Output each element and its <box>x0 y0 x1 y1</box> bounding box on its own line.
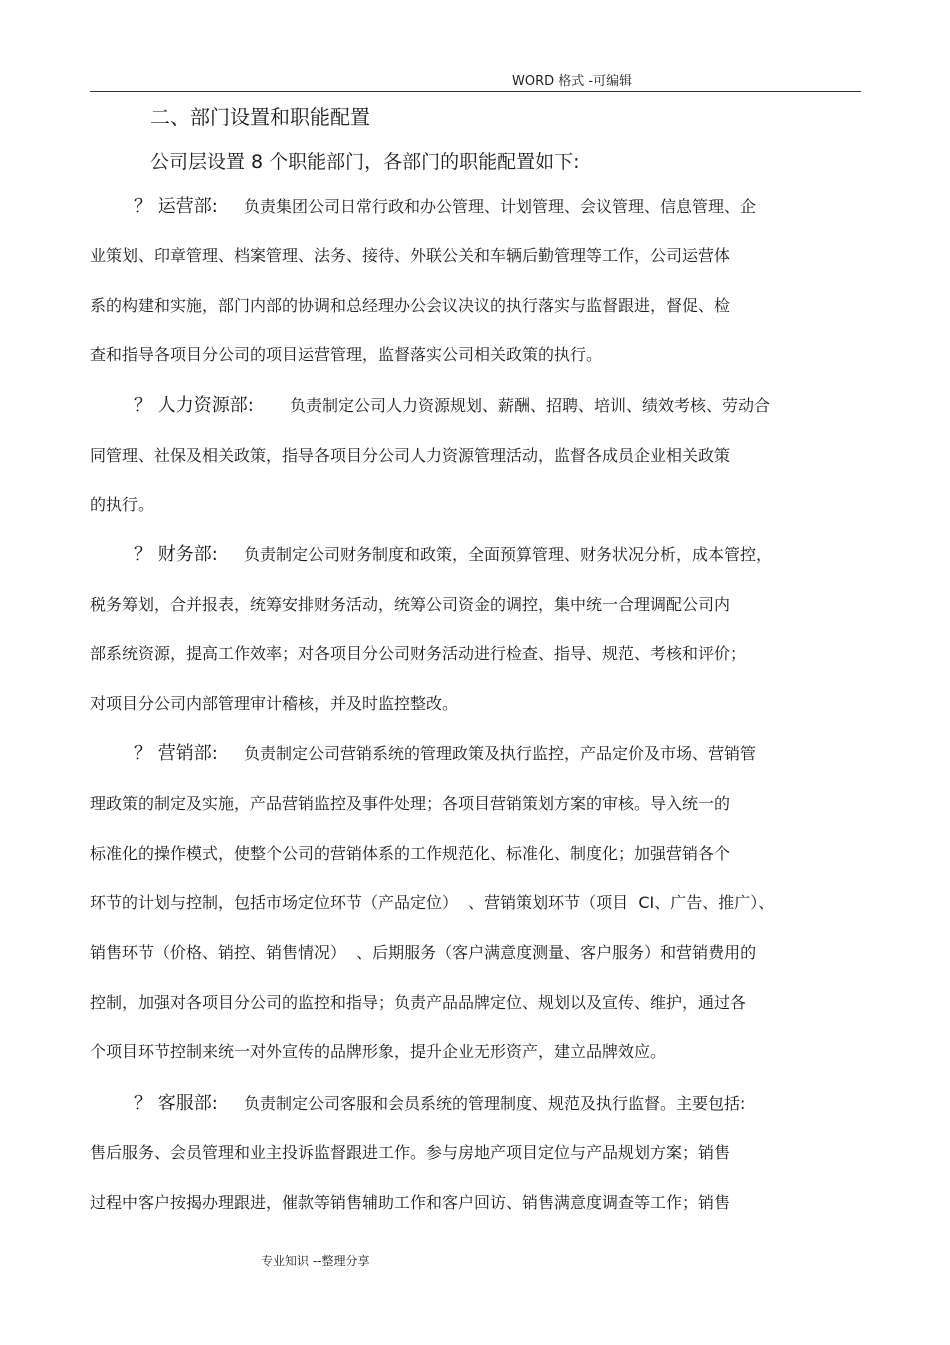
department-name: ？ 运营部: <box>134 196 218 217</box>
paragraph-line: 过程中客户按揭办理跟进，催款等销售辅助工作和客户回访、销售满意度调查等工作；销售 <box>90 1193 731 1212</box>
department-name: ？ 财务部: <box>134 544 218 565</box>
paragraph-line: 负责制定公司财务制度和政策，全面预算管理、财务状况分析，成本管控， <box>244 545 773 564</box>
paragraph-line: 环节的计划与控制，包括市场定位环节（产品定位） 、营销策划环节（项目 CI、广告、推广）、 <box>90 893 775 912</box>
paragraph-line: 个项目环节控制来统一对外宣传的品牌形象，提升企业无形资产，建立品牌效应。 <box>90 1042 667 1061</box>
header-text: WORD 格式 -可编辑 <box>512 74 633 89</box>
department-name: ？ 营销部: <box>134 743 218 764</box>
paragraph-line: 同管理、社保及相关政策，指导各项目分公司人力资源管理活动，监督各成员企业相关政策 <box>90 446 731 465</box>
paragraph-line: 部系统资源，提高工作效率；对各项目分公司财务活动进行检查、指导、规范、考核和评价； <box>90 644 747 663</box>
paragraph-line: 负责制定公司营销系统的管理政策及执行监控，产品定价及市场、营销管 <box>244 744 757 763</box>
page-footer: 专业知识 --整理分享 <box>261 1254 370 1268</box>
section-title: 二、部门设置和职能配置 <box>150 105 370 129</box>
paragraph-line: 查和指导各项目分公司的项目运营管理，监督落实公司相关政策的执行。 <box>90 345 603 364</box>
paragraph-line: 控制，加强对各项目分公司的监控和指导；负责产品品牌定位、规划以及宣传、维护，通过各 <box>90 993 747 1012</box>
department-name: ？ 人力资源部: <box>134 395 254 416</box>
header-rule <box>90 91 861 92</box>
paragraph-line: 负责集团公司日常行政和办公管理、计划管理、会议管理、信息管理、企 <box>244 197 757 216</box>
paragraph-line: 销售环节（价格、销控、销售情况） 、后期服务（客户满意度测量、客户服务）和营销费用的 <box>90 943 757 962</box>
paragraph-line: 理政策的制定及实施，产品营销监控及事件处理；各项目营销策划方案的审核。导入统一的 <box>90 794 731 813</box>
paragraph-line: 负责制定公司客服和会员系统的管理制度、规范及执行监督。主要包括: <box>244 1094 746 1113</box>
paragraph-line: 负责制定公司人力资源规划、薪酬、招聘、培训、绩效考核、劳动合 <box>290 396 771 415</box>
paragraph-line: 系的构建和实施，部门内部的协调和总经理办公会议决议的执行落实与监督跟进，督促、检 <box>90 296 731 315</box>
paragraph-line: 标准化的操作模式，使整个公司的营销体系的工作规范化、标准化、制度化；加强营销各个 <box>90 844 731 863</box>
department-name: ？ 客服部: <box>134 1093 218 1114</box>
paragraph-line: 税务筹划，合并报表，统筹安排财务活动，统筹公司资金的调控，集中统一合理调配公司内 <box>90 595 731 614</box>
paragraph-line: 业策划、印章管理、档案管理、法务、接待、外联公关和车辆后勤管理等工作，公司运营体 <box>90 246 731 265</box>
paragraph-line: 售后服务、会员管理和业主投诉监督跟进工作。参与房地产项目定位与产品规划方案；销售 <box>90 1143 731 1162</box>
intro-paragraph: 公司层设置 8 个职能部门，各部门的职能配置如下: <box>150 151 580 173</box>
paragraph-line: 的执行。 <box>90 495 155 514</box>
paragraph-line: 对项目分公司内部管理审计稽核，并及时监控整改。 <box>90 694 459 713</box>
